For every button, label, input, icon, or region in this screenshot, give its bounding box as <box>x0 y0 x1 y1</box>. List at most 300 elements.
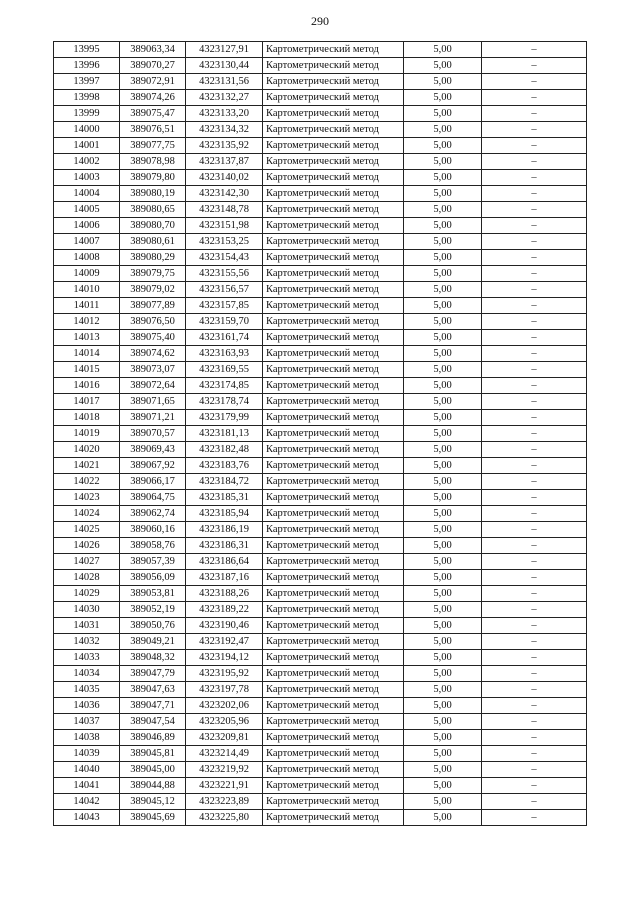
accuracy-cell: 5,00 <box>404 522 482 538</box>
accuracy-cell: 5,00 <box>404 778 482 794</box>
x-coordinate-cell: 389079,02 <box>120 282 186 298</box>
note-cell: – <box>482 522 587 538</box>
accuracy-cell: 5,00 <box>404 378 482 394</box>
method-cell: Картометрический метод <box>263 298 404 314</box>
method-cell: Картометрический метод <box>263 218 404 234</box>
accuracy-cell: 5,00 <box>404 90 482 106</box>
method-cell: Картометрический метод <box>263 602 404 618</box>
table-row <box>54 698 587 714</box>
point-number-cell: 14040 <box>54 762 120 778</box>
table-row <box>54 218 587 234</box>
table-row <box>54 314 587 330</box>
note-cell: – <box>482 330 587 346</box>
method-cell: Картометрический метод <box>263 410 404 426</box>
y-coordinate-cell: 4323156,57 <box>186 282 263 298</box>
note-cell: – <box>482 730 587 746</box>
note-cell: – <box>482 410 587 426</box>
accuracy-cell: 5,00 <box>404 458 482 474</box>
note-cell: – <box>482 266 587 282</box>
accuracy-cell: 5,00 <box>404 442 482 458</box>
y-coordinate-cell: 4323135,92 <box>186 138 263 154</box>
accuracy-cell: 5,00 <box>404 58 482 74</box>
accuracy-cell: 5,00 <box>404 490 482 506</box>
x-coordinate-cell: 389045,12 <box>120 794 186 810</box>
note-cell: – <box>482 138 587 154</box>
y-coordinate-cell: 4323148,78 <box>186 202 263 218</box>
accuracy-cell: 5,00 <box>404 362 482 378</box>
point-number-cell: 14002 <box>54 154 120 170</box>
y-coordinate-cell: 4323219,92 <box>186 762 263 778</box>
method-cell: Картометрический метод <box>263 698 404 714</box>
y-coordinate-cell: 4323186,31 <box>186 538 263 554</box>
y-coordinate-cell: 4323202,06 <box>186 698 263 714</box>
y-coordinate-cell: 4323127,91 <box>186 42 263 58</box>
method-cell: Картометрический метод <box>263 714 404 730</box>
method-cell: Картометрический метод <box>263 746 404 762</box>
table-row <box>54 362 587 378</box>
x-coordinate-cell: 389045,81 <box>120 746 186 762</box>
x-coordinate-cell: 389080,70 <box>120 218 186 234</box>
note-cell: – <box>482 554 587 570</box>
accuracy-cell: 5,00 <box>404 250 482 266</box>
table-row <box>54 522 587 538</box>
method-cell: Картометрический метод <box>263 170 404 186</box>
accuracy-cell: 5,00 <box>404 698 482 714</box>
y-coordinate-cell: 4323188,26 <box>186 586 263 602</box>
accuracy-cell: 5,00 <box>404 650 482 666</box>
table-row <box>54 458 587 474</box>
accuracy-cell: 5,00 <box>404 186 482 202</box>
table-row <box>54 778 587 794</box>
method-cell: Картометрический метод <box>263 618 404 634</box>
accuracy-cell: 5,00 <box>404 74 482 90</box>
point-number-cell: 14008 <box>54 250 120 266</box>
point-number-cell: 14022 <box>54 474 120 490</box>
accuracy-cell: 5,00 <box>404 730 482 746</box>
accuracy-cell: 5,00 <box>404 586 482 602</box>
table-row <box>54 58 587 74</box>
table-row <box>54 106 587 122</box>
point-number-cell: 14042 <box>54 794 120 810</box>
y-coordinate-cell: 4323181,13 <box>186 426 263 442</box>
x-coordinate-cell: 389048,32 <box>120 650 186 666</box>
accuracy-cell: 5,00 <box>404 138 482 154</box>
accuracy-cell: 5,00 <box>404 746 482 762</box>
note-cell: – <box>482 586 587 602</box>
x-coordinate-cell: 389071,65 <box>120 394 186 410</box>
point-number-cell: 14004 <box>54 186 120 202</box>
point-number-cell: 14011 <box>54 298 120 314</box>
method-cell: Картометрический метод <box>263 586 404 602</box>
x-coordinate-cell: 389046,89 <box>120 730 186 746</box>
accuracy-cell: 5,00 <box>404 506 482 522</box>
point-number-cell: 14027 <box>54 554 120 570</box>
note-cell: – <box>482 506 587 522</box>
point-number-cell: 14036 <box>54 698 120 714</box>
point-number-cell: 14013 <box>54 330 120 346</box>
point-number-cell: 14006 <box>54 218 120 234</box>
note-cell: – <box>482 202 587 218</box>
note-cell: – <box>482 42 587 58</box>
note-cell: – <box>482 746 587 762</box>
method-cell: Картометрический метод <box>263 42 404 58</box>
method-cell: Картометрический метод <box>263 762 404 778</box>
accuracy-cell: 5,00 <box>404 682 482 698</box>
table-row <box>54 42 587 58</box>
method-cell: Картометрический метод <box>263 234 404 250</box>
accuracy-cell: 5,00 <box>404 154 482 170</box>
point-number-cell: 13998 <box>54 90 120 106</box>
point-number-cell: 14014 <box>54 346 120 362</box>
method-cell: Картометрический метод <box>263 522 404 538</box>
note-cell: – <box>482 714 587 730</box>
note-cell: – <box>482 314 587 330</box>
y-coordinate-cell: 4323187,16 <box>186 570 263 586</box>
method-cell: Картометрический метод <box>263 490 404 506</box>
accuracy-cell: 5,00 <box>404 426 482 442</box>
table-row <box>54 602 587 618</box>
point-number-cell: 14009 <box>54 266 120 282</box>
y-coordinate-cell: 4323174,85 <box>186 378 263 394</box>
note-cell: – <box>482 442 587 458</box>
table-row <box>54 74 587 90</box>
y-coordinate-cell: 4323185,94 <box>186 506 263 522</box>
method-cell: Картометрический метод <box>263 58 404 74</box>
table-row <box>54 442 587 458</box>
table-row <box>54 586 587 602</box>
point-number-cell: 14035 <box>54 682 120 698</box>
method-cell: Картометрический метод <box>263 730 404 746</box>
point-number-cell: 14039 <box>54 746 120 762</box>
note-cell: – <box>482 682 587 698</box>
table-row <box>54 538 587 554</box>
note-cell: – <box>482 458 587 474</box>
point-number-cell: 14029 <box>54 586 120 602</box>
x-coordinate-cell: 389076,51 <box>120 122 186 138</box>
point-number-cell: 14010 <box>54 282 120 298</box>
x-coordinate-cell: 389047,63 <box>120 682 186 698</box>
table-row <box>54 298 587 314</box>
point-number-cell: 14030 <box>54 602 120 618</box>
note-cell: – <box>482 570 587 586</box>
point-number-cell: 14000 <box>54 122 120 138</box>
x-coordinate-cell: 389049,21 <box>120 634 186 650</box>
note-cell: – <box>482 634 587 650</box>
x-coordinate-cell: 389076,50 <box>120 314 186 330</box>
table-row <box>54 410 587 426</box>
y-coordinate-cell: 4323130,44 <box>186 58 263 74</box>
table-row <box>54 570 587 586</box>
y-coordinate-cell: 4323134,32 <box>186 122 263 138</box>
accuracy-cell: 5,00 <box>404 714 482 730</box>
table-row <box>54 426 587 442</box>
note-cell: – <box>482 618 587 634</box>
table-row <box>54 186 587 202</box>
point-number-cell: 13997 <box>54 74 120 90</box>
note-cell: – <box>482 602 587 618</box>
x-coordinate-cell: 389056,09 <box>120 570 186 586</box>
note-cell: – <box>482 762 587 778</box>
point-number-cell: 14017 <box>54 394 120 410</box>
x-coordinate-cell: 389079,75 <box>120 266 186 282</box>
y-coordinate-cell: 4323161,74 <box>186 330 263 346</box>
table-row <box>54 154 587 170</box>
accuracy-cell: 5,00 <box>404 346 482 362</box>
y-coordinate-cell: 4323157,85 <box>186 298 263 314</box>
method-cell: Картометрический метод <box>263 154 404 170</box>
y-coordinate-cell: 4323153,25 <box>186 234 263 250</box>
point-number-cell: 14032 <box>54 634 120 650</box>
y-coordinate-cell: 4323194,12 <box>186 650 263 666</box>
table-row <box>54 666 587 682</box>
accuracy-cell: 5,00 <box>404 298 482 314</box>
table-row <box>54 394 587 410</box>
table-row <box>54 618 587 634</box>
table-row <box>54 730 587 746</box>
accuracy-cell: 5,00 <box>404 538 482 554</box>
accuracy-cell: 5,00 <box>404 394 482 410</box>
method-cell: Картометрический метод <box>263 378 404 394</box>
y-coordinate-cell: 4323133,20 <box>186 106 263 122</box>
note-cell: – <box>482 394 587 410</box>
method-cell: Картометрический метод <box>263 346 404 362</box>
table-row <box>54 234 587 250</box>
x-coordinate-cell: 389045,69 <box>120 810 186 826</box>
y-coordinate-cell: 4323195,92 <box>186 666 263 682</box>
x-coordinate-cell: 389063,34 <box>120 42 186 58</box>
note-cell: – <box>482 474 587 490</box>
x-coordinate-cell: 389062,74 <box>120 506 186 522</box>
y-coordinate-cell: 4323186,19 <box>186 522 263 538</box>
table-row <box>54 746 587 762</box>
x-coordinate-cell: 389074,26 <box>120 90 186 106</box>
table-row <box>54 554 587 570</box>
accuracy-cell: 5,00 <box>404 554 482 570</box>
table-row <box>54 474 587 490</box>
method-cell: Картометрический метод <box>263 474 404 490</box>
y-coordinate-cell: 4323205,96 <box>186 714 263 730</box>
method-cell: Картометрический метод <box>263 538 404 554</box>
method-cell: Картометрический метод <box>263 554 404 570</box>
y-coordinate-cell: 4323163,93 <box>186 346 263 362</box>
x-coordinate-cell: 389074,62 <box>120 346 186 362</box>
note-cell: – <box>482 778 587 794</box>
table-row <box>54 266 587 282</box>
table-row <box>54 346 587 362</box>
x-coordinate-cell: 389053,81 <box>120 586 186 602</box>
accuracy-cell: 5,00 <box>404 474 482 490</box>
point-number-cell: 14038 <box>54 730 120 746</box>
point-number-cell: 14021 <box>54 458 120 474</box>
method-cell: Картометрический метод <box>263 506 404 522</box>
y-coordinate-cell: 4323209,81 <box>186 730 263 746</box>
method-cell: Картометрический метод <box>263 458 404 474</box>
y-coordinate-cell: 4323221,91 <box>186 778 263 794</box>
point-number-cell: 14007 <box>54 234 120 250</box>
accuracy-cell: 5,00 <box>404 122 482 138</box>
accuracy-cell: 5,00 <box>404 266 482 282</box>
point-number-cell: 14033 <box>54 650 120 666</box>
accuracy-cell: 5,00 <box>404 810 482 826</box>
accuracy-cell: 5,00 <box>404 794 482 810</box>
table-row <box>54 202 587 218</box>
method-cell: Картометрический метод <box>263 186 404 202</box>
table-row <box>54 762 587 778</box>
method-cell: Картометрический метод <box>263 666 404 682</box>
point-number-cell: 14028 <box>54 570 120 586</box>
y-coordinate-cell: 4323151,98 <box>186 218 263 234</box>
point-number-cell: 14019 <box>54 426 120 442</box>
x-coordinate-cell: 389080,65 <box>120 202 186 218</box>
x-coordinate-cell: 389047,79 <box>120 666 186 682</box>
accuracy-cell: 5,00 <box>404 42 482 58</box>
point-number-cell: 14024 <box>54 506 120 522</box>
x-coordinate-cell: 389069,43 <box>120 442 186 458</box>
y-coordinate-cell: 4323179,99 <box>186 410 263 426</box>
accuracy-cell: 5,00 <box>404 570 482 586</box>
note-cell: – <box>482 378 587 394</box>
method-cell: Картометрический метод <box>263 442 404 458</box>
y-coordinate-cell: 4323182,48 <box>186 442 263 458</box>
table-row <box>54 90 587 106</box>
y-coordinate-cell: 4323155,56 <box>186 266 263 282</box>
note-cell: – <box>482 490 587 506</box>
point-number-cell: 14041 <box>54 778 120 794</box>
table-row <box>54 490 587 506</box>
y-coordinate-cell: 4323214,49 <box>186 746 263 762</box>
note-cell: – <box>482 90 587 106</box>
method-cell: Картометрический метод <box>263 394 404 410</box>
note-cell: – <box>482 698 587 714</box>
accuracy-cell: 5,00 <box>404 330 482 346</box>
accuracy-cell: 5,00 <box>404 234 482 250</box>
accuracy-cell: 5,00 <box>404 282 482 298</box>
method-cell: Картометрический метод <box>263 138 404 154</box>
method-cell: Картометрический метод <box>263 426 404 442</box>
y-coordinate-cell: 4323154,43 <box>186 250 263 266</box>
note-cell: – <box>482 170 587 186</box>
table-row <box>54 794 587 810</box>
table-row <box>54 138 587 154</box>
note-cell: – <box>482 426 587 442</box>
point-number-cell: 14031 <box>54 618 120 634</box>
note-cell: – <box>482 154 587 170</box>
table-row <box>54 282 587 298</box>
point-number-cell: 14034 <box>54 666 120 682</box>
y-coordinate-cell: 4323169,55 <box>186 362 263 378</box>
x-coordinate-cell: 389047,71 <box>120 698 186 714</box>
note-cell: – <box>482 538 587 554</box>
accuracy-cell: 5,00 <box>404 618 482 634</box>
x-coordinate-cell: 389044,88 <box>120 778 186 794</box>
method-cell: Картометрический метод <box>263 106 404 122</box>
accuracy-cell: 5,00 <box>404 666 482 682</box>
y-coordinate-cell: 4323189,22 <box>186 602 263 618</box>
x-coordinate-cell: 389057,39 <box>120 554 186 570</box>
y-coordinate-cell: 4323132,27 <box>186 90 263 106</box>
y-coordinate-cell: 4323186,64 <box>186 554 263 570</box>
method-cell: Картометрический метод <box>263 330 404 346</box>
x-coordinate-cell: 389047,54 <box>120 714 186 730</box>
y-coordinate-cell: 4323137,87 <box>186 154 263 170</box>
x-coordinate-cell: 389070,27 <box>120 58 186 74</box>
accuracy-cell: 5,00 <box>404 314 482 330</box>
note-cell: – <box>482 650 587 666</box>
accuracy-cell: 5,00 <box>404 634 482 650</box>
y-coordinate-cell: 4323183,76 <box>186 458 263 474</box>
point-number-cell: 14037 <box>54 714 120 730</box>
point-number-cell: 14016 <box>54 378 120 394</box>
method-cell: Картометрический метод <box>263 90 404 106</box>
note-cell: – <box>482 810 587 826</box>
method-cell: Картометрический метод <box>263 634 404 650</box>
x-coordinate-cell: 389078,98 <box>120 154 186 170</box>
note-cell: – <box>482 362 587 378</box>
table-row <box>54 122 587 138</box>
x-coordinate-cell: 389077,89 <box>120 298 186 314</box>
x-coordinate-cell: 389080,19 <box>120 186 186 202</box>
note-cell: – <box>482 122 587 138</box>
method-cell: Картометрический метод <box>263 202 404 218</box>
coordinates-table <box>53 41 587 826</box>
point-number-cell: 14003 <box>54 170 120 186</box>
table-row <box>54 682 587 698</box>
accuracy-cell: 5,00 <box>404 170 482 186</box>
method-cell: Картометрический метод <box>263 74 404 90</box>
point-number-cell: 14005 <box>54 202 120 218</box>
table-row <box>54 714 587 730</box>
table-row <box>54 634 587 650</box>
x-coordinate-cell: 389060,16 <box>120 522 186 538</box>
y-coordinate-cell: 4323225,80 <box>186 810 263 826</box>
accuracy-cell: 5,00 <box>404 106 482 122</box>
point-number-cell: 14026 <box>54 538 120 554</box>
note-cell: – <box>482 106 587 122</box>
x-coordinate-cell: 389080,61 <box>120 234 186 250</box>
note-cell: – <box>482 666 587 682</box>
note-cell: – <box>482 282 587 298</box>
x-coordinate-cell: 389052,19 <box>120 602 186 618</box>
accuracy-cell: 5,00 <box>404 410 482 426</box>
y-coordinate-cell: 4323185,31 <box>186 490 263 506</box>
method-cell: Картометрический метод <box>263 314 404 330</box>
note-cell: – <box>482 186 587 202</box>
point-number-cell: 14020 <box>54 442 120 458</box>
method-cell: Картометрический метод <box>263 362 404 378</box>
x-coordinate-cell: 389058,76 <box>120 538 186 554</box>
method-cell: Картометрический метод <box>263 282 404 298</box>
method-cell: Картометрический метод <box>263 570 404 586</box>
accuracy-cell: 5,00 <box>404 602 482 618</box>
y-coordinate-cell: 4323192,47 <box>186 634 263 650</box>
page-number: 290 <box>311 14 329 28</box>
x-coordinate-cell: 389066,17 <box>120 474 186 490</box>
accuracy-cell: 5,00 <box>404 218 482 234</box>
point-number-cell: 14025 <box>54 522 120 538</box>
point-number-cell: 14018 <box>54 410 120 426</box>
x-coordinate-cell: 389072,91 <box>120 74 186 90</box>
table-row <box>54 170 587 186</box>
y-coordinate-cell: 4323190,46 <box>186 618 263 634</box>
point-number-cell: 13999 <box>54 106 120 122</box>
method-cell: Картометрический метод <box>263 794 404 810</box>
note-cell: – <box>482 74 587 90</box>
point-number-cell: 14012 <box>54 314 120 330</box>
y-coordinate-cell: 4323197,78 <box>186 682 263 698</box>
y-coordinate-cell: 4323184,72 <box>186 474 263 490</box>
x-coordinate-cell: 389050,76 <box>120 618 186 634</box>
note-cell: – <box>482 346 587 362</box>
